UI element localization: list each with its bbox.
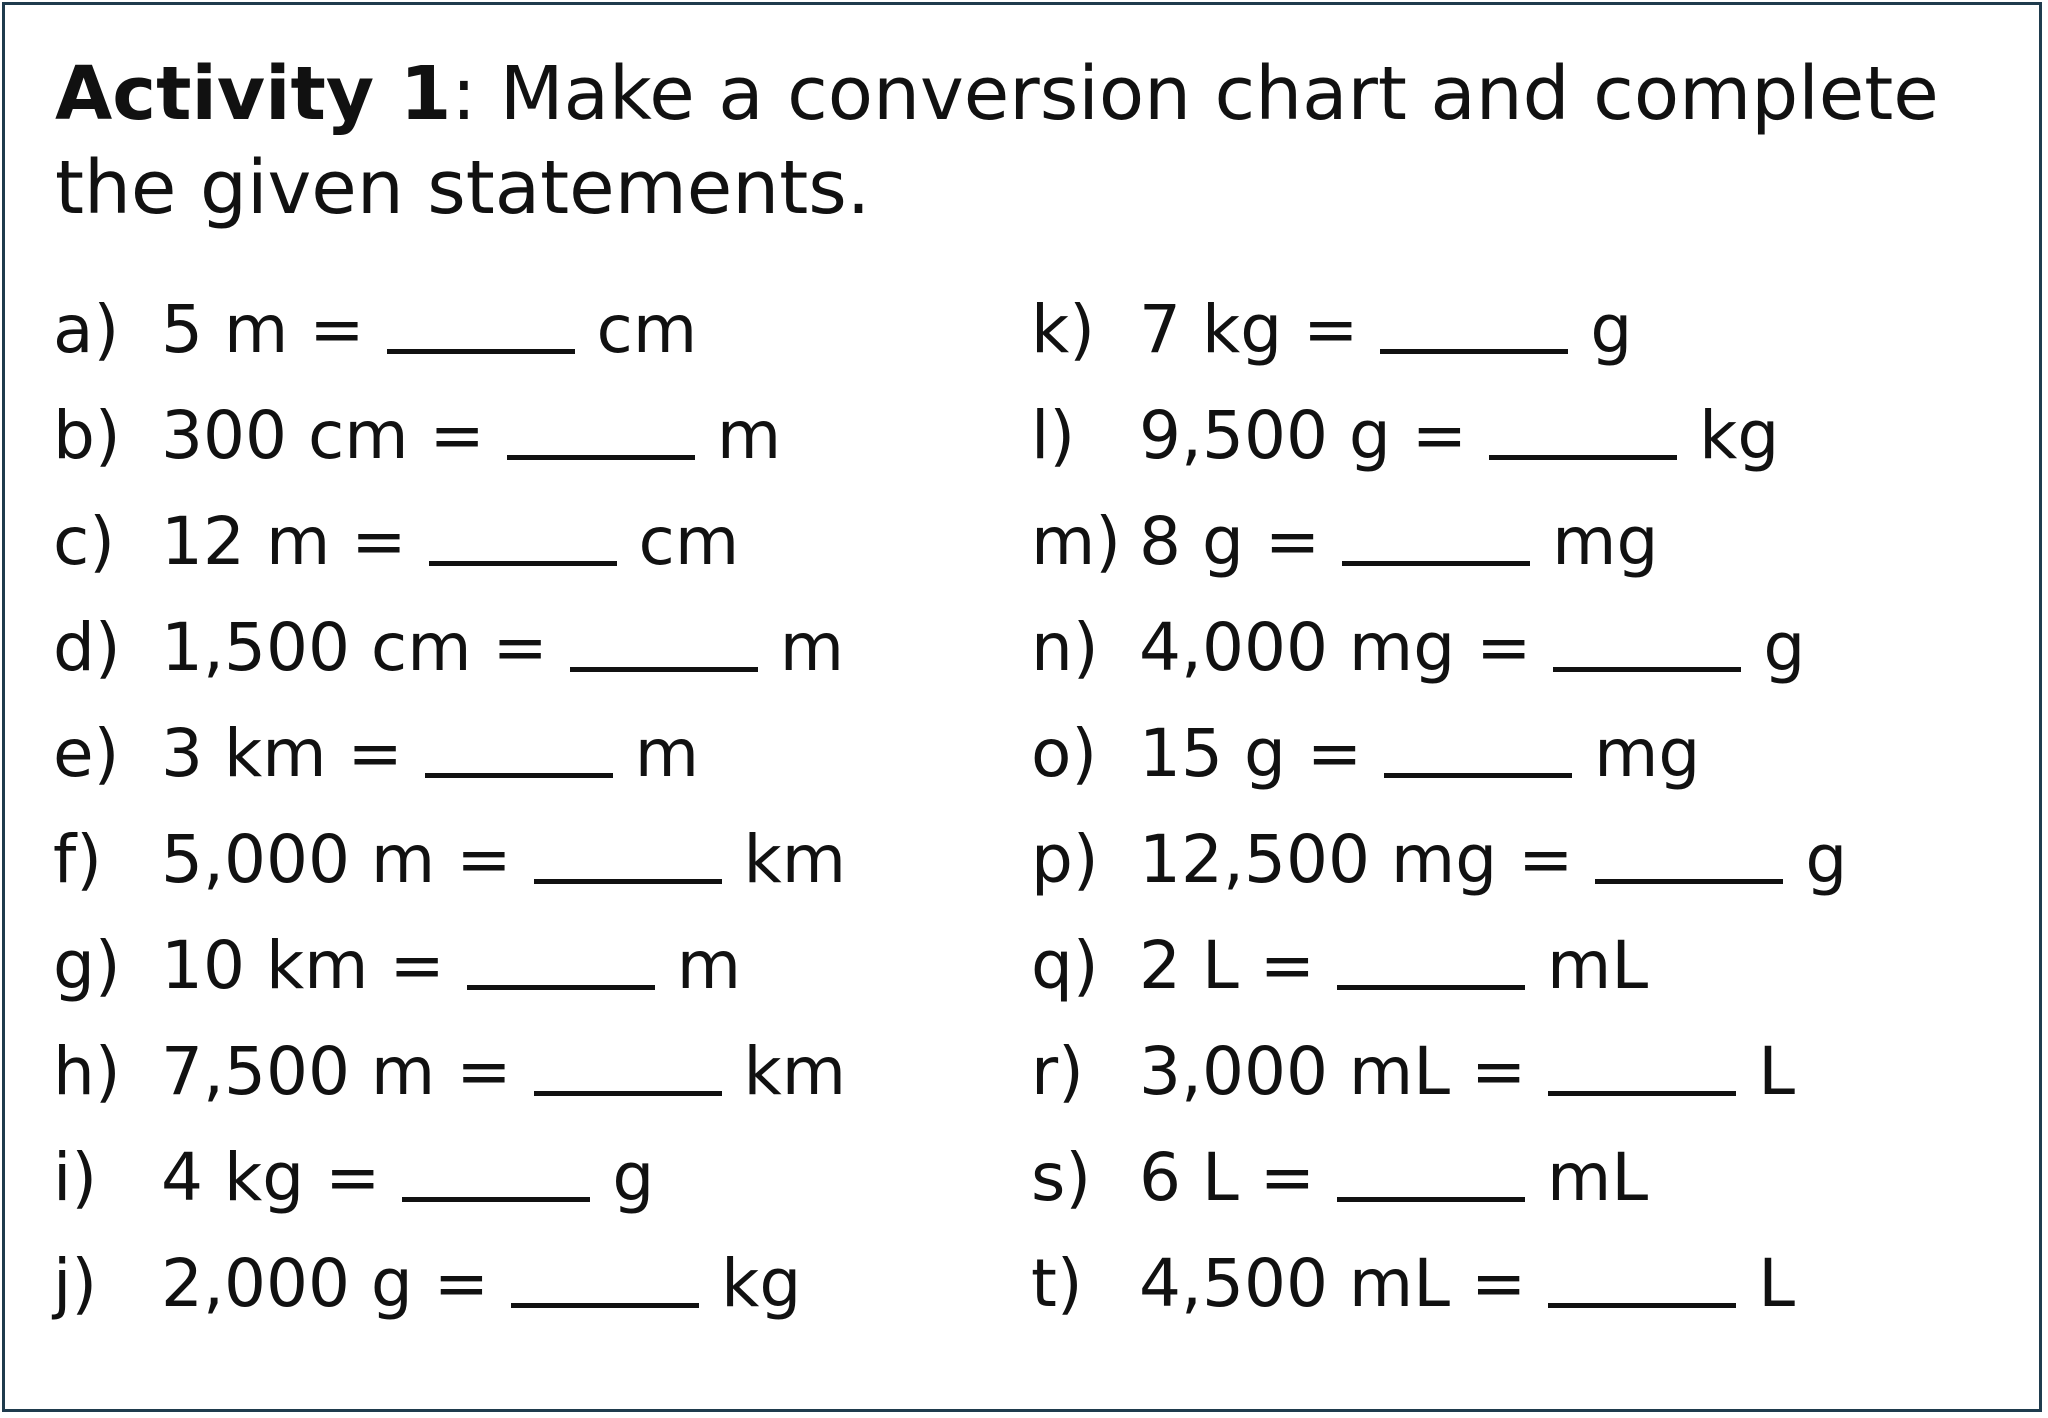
activity-title: Activity 1 xyxy=(55,51,452,137)
conversion-item xyxy=(1031,701,1847,807)
item-unit: mg xyxy=(1594,715,1701,792)
item-unit: km xyxy=(743,821,847,898)
conversion-item xyxy=(1031,489,1847,595)
answer-blank[interactable] xyxy=(507,455,695,460)
item-quantity: 4,000 mg = xyxy=(1139,609,1532,686)
item-quantity: 9,500 g = xyxy=(1139,397,1468,474)
item-label: r) xyxy=(1031,1033,1084,1110)
conversion-item xyxy=(53,489,846,595)
answer-blank[interactable] xyxy=(570,667,758,672)
item-unit: g xyxy=(1805,821,1848,898)
conversion-item xyxy=(53,595,846,701)
item-label: d) xyxy=(53,609,121,686)
answer-blank[interactable] xyxy=(1384,773,1572,778)
item-unit: cm xyxy=(596,291,698,368)
item-label: i) xyxy=(53,1139,98,1216)
item-quantity: 12,500 mg = xyxy=(1139,821,1574,898)
item-label: j) xyxy=(53,1245,98,1322)
item-label: n) xyxy=(1031,609,1099,686)
item-label: g) xyxy=(53,927,121,1004)
item-quantity: 5 m = xyxy=(161,291,365,368)
item-unit: g xyxy=(1763,609,1806,686)
item-label: p) xyxy=(1031,821,1099,898)
item-quantity: 15 g = xyxy=(1139,715,1363,792)
conversion-item xyxy=(1031,807,1847,913)
answer-blank[interactable] xyxy=(534,879,722,884)
answer-blank[interactable] xyxy=(467,985,655,990)
conversion-item xyxy=(53,807,846,913)
item-label: h) xyxy=(53,1033,121,1110)
item-quantity: 300 cm = xyxy=(161,397,485,474)
item-unit: m xyxy=(634,715,700,792)
item-label: l) xyxy=(1031,397,1076,474)
item-unit: km xyxy=(743,1033,847,1110)
item-quantity: 8 g = xyxy=(1139,503,1321,580)
answer-blank[interactable] xyxy=(425,773,613,778)
item-unit: m xyxy=(676,927,742,1004)
answer-blank[interactable] xyxy=(1489,455,1677,460)
worksheet-frame xyxy=(2,2,2042,1412)
item-unit: g xyxy=(1590,291,1633,368)
item-unit: g xyxy=(612,1139,655,1216)
conversion-item xyxy=(1031,1125,1847,1231)
item-unit: kg xyxy=(721,1245,802,1322)
answer-blank[interactable] xyxy=(1380,349,1568,354)
conversion-item xyxy=(53,1019,846,1125)
item-quantity: 1,500 cm = xyxy=(161,609,548,686)
item-label: b) xyxy=(53,397,121,474)
item-unit: m xyxy=(779,609,845,686)
conversion-item xyxy=(53,913,846,1019)
item-label: q) xyxy=(1031,927,1099,1004)
conversion-item xyxy=(1031,913,1847,1019)
item-unit: m xyxy=(716,397,782,474)
item-quantity: 3,000 mL = xyxy=(1139,1033,1527,1110)
answer-blank[interactable] xyxy=(1548,1091,1736,1096)
item-label: k) xyxy=(1031,291,1095,368)
answer-blank[interactable] xyxy=(1337,985,1525,990)
answer-blank[interactable] xyxy=(511,1303,699,1308)
item-unit: cm xyxy=(638,503,740,580)
left-column xyxy=(53,277,846,1337)
conversion-item xyxy=(53,1125,846,1231)
answer-blank[interactable] xyxy=(402,1197,590,1202)
item-quantity: 4,500 mL = xyxy=(1139,1245,1527,1322)
answer-blank[interactable] xyxy=(387,349,575,354)
item-quantity: 3 km = xyxy=(161,715,403,792)
item-quantity: 5,000 m = xyxy=(161,821,512,898)
answer-blank[interactable] xyxy=(534,1091,722,1096)
item-unit: L xyxy=(1758,1033,1796,1110)
item-label: e) xyxy=(53,715,120,792)
item-unit: L xyxy=(1758,1245,1796,1322)
item-quantity: 4 kg = xyxy=(161,1139,381,1216)
item-quantity: 2,000 g = xyxy=(161,1245,490,1322)
item-label: t) xyxy=(1031,1245,1083,1322)
right-column xyxy=(1031,277,1847,1337)
item-label: o) xyxy=(1031,715,1098,792)
answer-blank[interactable] xyxy=(1548,1303,1736,1308)
conversion-item xyxy=(1031,1019,1847,1125)
item-quantity: 7,500 m = xyxy=(161,1033,512,1110)
answer-blank[interactable] xyxy=(1337,1197,1525,1202)
answer-blank[interactable] xyxy=(1595,879,1783,884)
conversion-item xyxy=(53,277,846,383)
activity-heading xyxy=(55,47,2015,235)
activity-instructions: : Make a conversion chart and complete the given statements. xyxy=(55,51,1939,231)
item-quantity: 10 km = xyxy=(161,927,445,1004)
item-quantity: 7 kg = xyxy=(1139,291,1359,368)
conversion-item xyxy=(53,383,846,489)
conversion-item xyxy=(53,1231,846,1337)
conversion-item xyxy=(1031,1231,1847,1337)
conversion-item xyxy=(1031,383,1847,489)
answer-blank[interactable] xyxy=(429,561,617,566)
item-unit: mL xyxy=(1547,1139,1649,1216)
item-label: s) xyxy=(1031,1139,1092,1216)
item-quantity: 2 L = xyxy=(1139,927,1316,1004)
item-quantity: 12 m = xyxy=(161,503,407,580)
conversion-item xyxy=(1031,277,1847,383)
conversion-item xyxy=(1031,595,1847,701)
answer-blank[interactable] xyxy=(1342,561,1530,566)
conversion-item xyxy=(53,701,846,807)
item-quantity: 6 L = xyxy=(1139,1139,1316,1216)
item-label: m) xyxy=(1031,503,1122,580)
answer-blank[interactable] xyxy=(1553,667,1741,672)
item-label: c) xyxy=(53,503,116,580)
item-label: a) xyxy=(53,291,120,368)
item-unit: kg xyxy=(1699,397,1780,474)
item-unit: mg xyxy=(1552,503,1659,580)
item-label: f) xyxy=(53,821,102,898)
item-unit: mL xyxy=(1547,927,1649,1004)
